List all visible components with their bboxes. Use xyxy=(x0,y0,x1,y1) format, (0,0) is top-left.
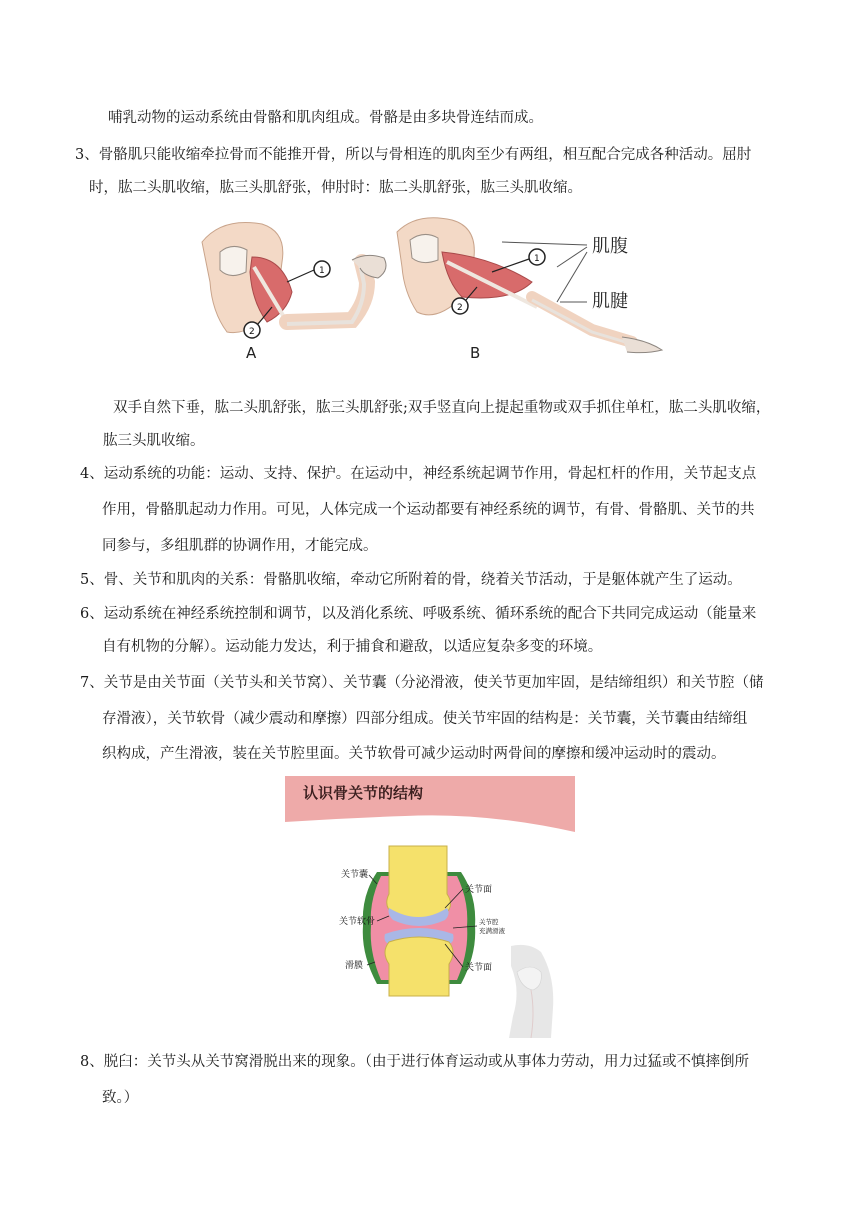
label-joint-capsule: 关节囊 xyxy=(341,870,369,880)
arm-panel-b-label: B xyxy=(470,344,481,362)
paragraph-arm-line-2: 肱三头肌收缩。 xyxy=(103,433,205,449)
label-articular-surface-top: 关节面 xyxy=(465,885,493,895)
arm-label-muscle-belly: 肌腹 xyxy=(592,236,628,257)
arm-b-marker-1: 1 xyxy=(534,254,540,264)
label-synovial-membrane: 滑膜 xyxy=(345,961,364,971)
paragraph-7-line-1: 7、关节是由关节面（关节头和关节窝）、关节囊（分泌滑液，使关节更加牢固，是结缔组织）和关节腔（储 xyxy=(80,675,764,691)
label-joint-cavity-2: 充满滑液 xyxy=(479,927,505,935)
paragraph-intro: 哺乳动物的运动系统由骨骼和肌肉组成。骨骼是由多块骨连结而成。 xyxy=(108,110,543,126)
paragraph-arm-line-1: 双手自然下垂，肱二头肌舒张，肱三头肌舒张;双手竖直向上提起重物或双手抓住单杠，肱二头肌收缩， xyxy=(113,400,771,416)
arm-panel-a-label: A xyxy=(246,344,257,362)
label-joint-cavity-1: 关节腔 xyxy=(479,918,499,926)
joint-banner-title: 认识骨关节的结构 xyxy=(303,784,424,802)
lower-bone xyxy=(385,937,453,996)
paragraph-4-line-2: 作用，骨骼肌起动力作用。可见，人体完成一个运动都要有神经系统的调节，有骨、骨骼肌、关节的共 xyxy=(102,502,755,518)
paragraph-7-line-2: 存滑液），关节软骨（减少震动和摩擦）四部分组成。使关节牢固的结构是：关节囊，关节囊由结缔组 xyxy=(102,711,748,727)
paragraph-3-line-2: 时，肱二头肌收缩，肱三头肌舒张，伸肘时：肱二头肌舒张，肱三头肌收缩。 xyxy=(89,180,582,196)
paragraph-8-line-1: 8、脱臼：关节头从关节窝滑脱出来的现象。（由于进行体育运动或从事体力劳动，用力过猛或不慎摔倒所 xyxy=(80,1054,749,1070)
paragraph-5-line-1: 5、骨、关节和肌肉的关系：骨骼肌收缩，牵动它所附着的骨，绕着关节活动，于是躯体就产生了运动。 xyxy=(80,572,742,588)
knee-silhouette xyxy=(509,945,553,1038)
arm-label-tendon: 肌腱 xyxy=(592,291,628,312)
paragraph-7-line-3: 织构成，产生滑液，装在关节腔里面。关节软骨可减少运动时两骨间的摩擦和缓冲运动时的震动。 xyxy=(102,746,726,762)
arm-muscle-figure xyxy=(192,212,672,372)
arm-a-marker-2: 2 xyxy=(249,327,255,337)
joint-structure-figure xyxy=(285,776,577,1038)
paragraph-4-line-3: 同参与，多组肌群的协调作用，才能完成。 xyxy=(102,538,378,554)
arm-b-marker-2: 2 xyxy=(457,303,463,313)
paragraph-3-line-1: 3、骨骼肌只能收缩牵拉骨而不能推开骨，所以与骨相连的肌肉至少有两组，相互配合完成各种活动。屈肘 xyxy=(75,147,752,163)
arm-a-marker-1: 1 xyxy=(319,266,325,276)
paragraph-6-line-1: 6、运动系统在神经系统控制和调节，以及消化系统、呼吸系统、循环系统的配合下共同完成运动（能量来 xyxy=(80,606,757,622)
paragraph-8-line-2: 致。） xyxy=(102,1090,139,1106)
upper-bone xyxy=(387,846,451,920)
paragraph-4-line-1: 4、运动系统的功能：运动、支持、保护。在运动中，神经系统起调节作用，骨起杠杆的作用，关节起支点 xyxy=(80,466,757,482)
label-articular-cartilage: 关节软骨 xyxy=(339,917,376,927)
label-articular-surface-bottom: 关节面 xyxy=(465,963,493,973)
paragraph-6-line-2: 自有机物的分解）。运动能力发达，利于捕食和避敌，以适应复杂多变的环境。 xyxy=(102,639,603,655)
